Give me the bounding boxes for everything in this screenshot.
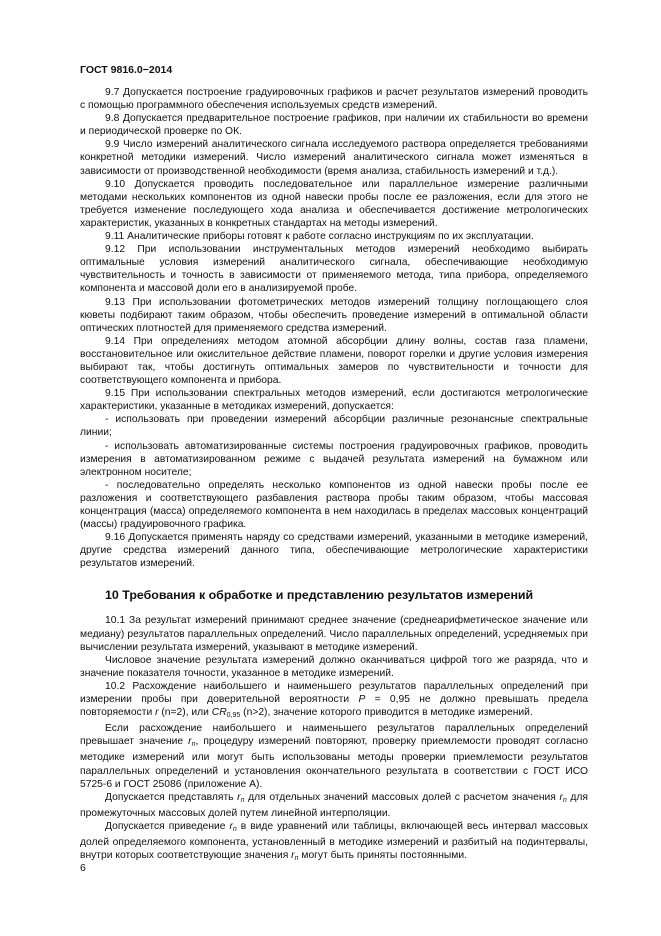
list-item-9-15-b: - использовать автоматизированные системы построения градуировочных графиков, проводить измерения в автоматизированном режиме с выдачей результата измерений на бумажном или электронном носителе; xyxy=(80,440,588,478)
subscript-n: n xyxy=(191,741,196,749)
text-run: для отдельных значений массовых долей с расчетом значения xyxy=(244,791,560,803)
paragraph-9-14: 9.14 При определениях методом атомной абсорбции длину волны, состав газа пламени, восстановительное или окислительное действие пламени, поворот горелки и другие условия измерения выбирают так, чтобы достигнуть оптимальных замеров по чувствительности и точности для соответствующего компонента и прибора. xyxy=(80,335,588,387)
list-item-9-15-c: - последовательно определять несколько компонентов из одной навески пробы после ее разложения и соответствующего разбавления раствора пробы таким образом, чтобы массовая концентрация (масса) определяемого компонента в нем находилась в пределах массовых концентраций (массы) градуировочного графика. xyxy=(80,479,588,531)
subscript-n: n xyxy=(294,855,299,863)
paragraph-10-1-b: Числовое значение результата измерений должно оканчиваться цифрой того же разряда, что и значение показателя точности, указанное в методике измерений. xyxy=(80,654,588,679)
subscript-095: 0,95 xyxy=(226,712,241,720)
symbol-CR: CR xyxy=(211,707,227,719)
text-run: 10.2 Расхождение наибольшего и наименьшего результатов параллельных определений при измерении пробы при доверительной вероятности xyxy=(80,680,588,706)
text-run: могут быть приняты постоянными. xyxy=(298,850,468,862)
symbol-r: r xyxy=(559,791,563,803)
paragraph-9-11: 9.11 Аналитические приборы готовят к работе согласно инструкциям по их эксплуатации. xyxy=(105,231,534,243)
paragraph-9-13: 9.13 При использовании фотометрических методов измерений толщину поглощающего слоя кюветы подбирают таким образом, чтобы обеспечить проведение измерений в оптимальной области оптических плотностей для применяемого средства измерений. xyxy=(80,296,588,334)
text-run: для промежуточных массовых долей путем линейной интерполяции. xyxy=(80,791,589,819)
paragraph-9-16: 9.16 Допускается применять наряду со средствами измерений, указанными в методике измерений, другие средства измерений данного типа, обеспечивающие метрологические характеристики результатов измерений. xyxy=(80,532,588,570)
subscript-n: n xyxy=(562,796,567,804)
document-header: ГОСТ 9816.0−2014 xyxy=(80,64,173,76)
subscript-n: n xyxy=(240,796,245,804)
paragraph-10-2-d xyxy=(80,820,588,865)
paragraph-10-2 xyxy=(80,680,588,722)
list-item-9-15-a: - использовать при проведении измерений абсорбции различные резонансные спектральные линии; xyxy=(80,414,588,439)
paragraph-9-9: 9.9 Число измерений аналитического сигнала исследуемого раствора определяется требованиями конкретной методики измерений. Число измерений аналитического сигнала может изменяться в зависимости от производственной необходимости (время анализа, стабильность измерений и т.д.). xyxy=(80,139,588,177)
paragraph-9-10: 9.10 Допускается проводить последовательное или параллельное измерение различными методами нескольких компонентов из одной навески пробы после ее разложения, если для этого не требуется изменение последующего хода анализа и обеспечивается достижение метрологических характеристик, указанных в конкретных стандартах на методы измерений. xyxy=(80,178,588,229)
symbol-r: r xyxy=(291,850,295,862)
symbol-P: P xyxy=(358,694,366,706)
symbol-r: r xyxy=(188,736,192,748)
section-10-heading: 10 Требования к обработке и представлению результатов измерений xyxy=(105,588,534,603)
text-run: = 0,95 не должно превышать предела повторяемости xyxy=(80,694,589,719)
paragraph-9-7: 9.7 Допускается построение градуировочных графиков и расчет результатов измерений проводить с помощью программного обеспечения используемых средств измерений. xyxy=(80,87,588,112)
paragraph-9-12: 9.12 При использовании инструментальных методов измерений необходимо выбирать оптимальные условия измерений аналитического сигнала, обеспечивающие необходимую чувствительность и точность в зависимости от применяемого метода, типа прибора, определяемого компонента и массовой доли его в анализируемой пробе. xyxy=(80,244,588,295)
text-run: Допускается приведение xyxy=(105,820,230,832)
symbol-r: r xyxy=(237,791,241,803)
symbol-r: r xyxy=(229,820,233,832)
text-run: (n=2), или xyxy=(158,707,212,719)
symbol-r: r xyxy=(155,707,159,719)
text-run: Если расхождение наибольшего и наименьшего результатов параллельных определений превышает значение xyxy=(80,723,588,748)
paragraph-10-1: 10.1 За результат измерений принимают среднее значение (среднеарифметическое значение или медиану) результатов параллельных определений. Число параллельных определений, усредняемых при вычислении результата измерений, указывают в методике измерений. xyxy=(80,615,588,653)
text-run: в виде уравнений или таблицы, включающей весь интервал массовых долей определяемого компонента, установленный в методике измерений и разбитый на подинтервалы, внутри которых соответствующие значения xyxy=(80,820,588,862)
paragraph-10-2-c xyxy=(80,791,588,820)
paragraph-10-2-b xyxy=(80,722,588,790)
subscript-n: n xyxy=(232,825,237,833)
text-run: Допускается представлять xyxy=(105,791,238,803)
text-run: (n>2), значение которого приводится в методике измерений. xyxy=(240,707,533,719)
paragraph-9-15: 9.15 При использовании спектральных методов измерений, если достигаются метрологические характеристики, указанные в методиках измерений, допускается: xyxy=(80,388,588,413)
paragraph-9-8: 9.8 Допускается предварительное построение графиков, при наличии их стабильности во времени и периодической проверке по ОК. xyxy=(80,113,588,138)
text-run: , процедуру измерений повторяют, проверку приемлемости проводят согласно методике измерений или могут быть использованы методы проверки приемлемости результатов параллельных определений и установления окончательного результата в соответствии с ГОСТ ИСО 5725-6 и ГОСТ 25086 (приложение А). xyxy=(80,736,588,790)
page-number: 6 xyxy=(80,862,86,874)
page-content xyxy=(80,86,588,865)
